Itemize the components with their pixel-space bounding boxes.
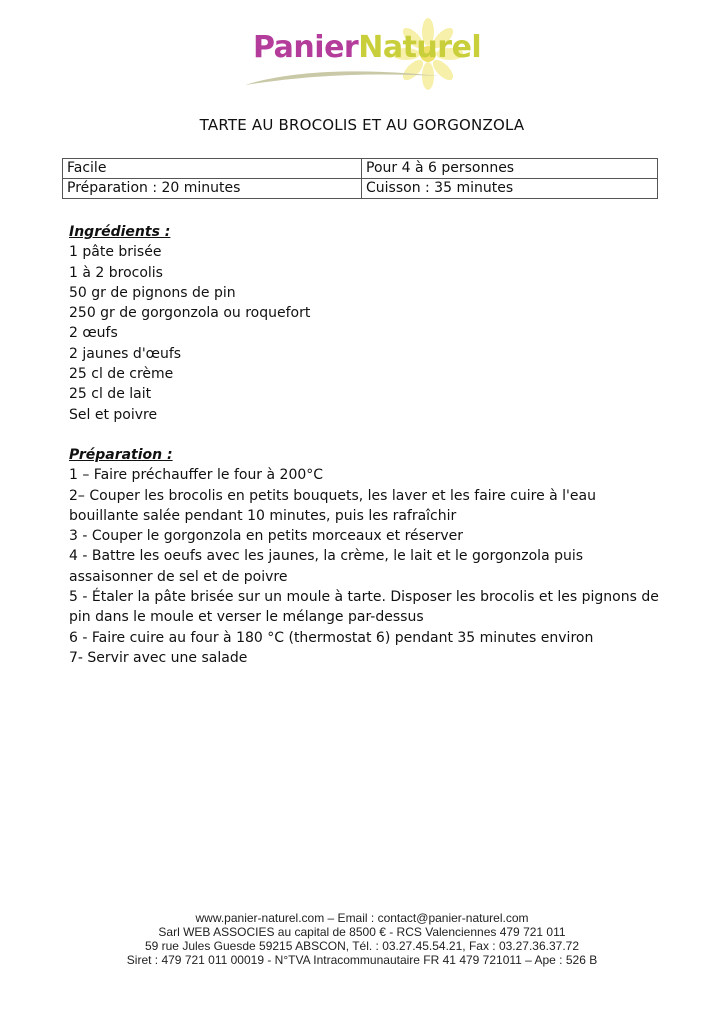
brand-logo bbox=[243, 18, 483, 90]
table-row bbox=[63, 159, 658, 179]
footer-address-line: 59 rue Jules Guesde 59215 ABSCON, Tél. : 03.27.45.54.21, Fax : 03.27.36.37.72 bbox=[144, 939, 580, 953]
ingredient-item: 2 œufs bbox=[69, 325, 118, 342]
ingredient-item: Sel et poivre bbox=[69, 406, 158, 423]
logo-wordmark bbox=[253, 30, 481, 65]
preparation-step: 3 - Couper le gorgonzola en petits morceaux et réserver bbox=[69, 528, 463, 545]
ingredient-item: 25 cl de lait bbox=[69, 386, 152, 403]
preparation-time-cell: Préparation : 20 minutes bbox=[63, 179, 362, 199]
servings-cell: Pour 4 à 6 personnes bbox=[362, 159, 658, 179]
ingredient-item: 2 jaunes d'œufs bbox=[69, 345, 182, 362]
recipe-body bbox=[69, 222, 659, 668]
preparation-heading: Préparation : bbox=[69, 446, 173, 463]
preparation-step: 2– Couper les brocolis en petits bouquets, les laver et les faire cuire à l'eau bouillante salée pendant 10 minutes, puis les rafraîchir bbox=[69, 487, 596, 524]
logo-word-panier: Panier bbox=[253, 30, 359, 65]
logo-word-naturel: Naturel bbox=[358, 30, 482, 65]
ingredient-item: 50 gr de pignons de pin bbox=[69, 284, 236, 301]
preparation-step: 7- Servir avec une salade bbox=[69, 649, 248, 666]
table-row bbox=[63, 179, 658, 199]
preparation-step: 1 – Faire préchauffer le four à 200°C bbox=[69, 467, 324, 484]
preparation-step: 6 - Faire cuire au four à 180 °C (thermostat 6) pendant 35 minutes environ bbox=[69, 629, 594, 646]
cooking-time-cell: Cuisson : 35 minutes bbox=[362, 179, 658, 199]
recipe-title: TARTE AU BROCOLIS ET AU GORGONZOLA bbox=[199, 116, 525, 134]
ingredient-item: 1 pâte brisée bbox=[69, 244, 162, 261]
ingredient-item: 250 gr de gorgonzola ou roquefort bbox=[69, 305, 311, 322]
ingredients-heading: Ingrédients : bbox=[69, 224, 171, 240]
preparation-step: 4 - Battre les oeufs avec les jaunes, la crème, le lait et le gorgonzola puis assaisonner de sel et de poivre bbox=[69, 548, 584, 585]
recipe-info-table bbox=[62, 158, 658, 199]
footer-contact-line: www.panier-naturel.com – Email : contact@panier-naturel.com bbox=[195, 911, 529, 925]
difficulty-cell: Facile bbox=[63, 159, 362, 179]
page-footer bbox=[0, 911, 724, 967]
footer-registration-line: Siret : 479 721 011 00019 - N°TVA Intracommunautaire FR 41 479 721011 – Ape : 526 B bbox=[126, 953, 598, 967]
logo-swoosh bbox=[243, 68, 443, 88]
ingredient-item: 25 cl de crème bbox=[69, 366, 174, 383]
footer-company-line: Sarl WEB ASSOCIES au capital de 8500 € - RCS Valenciennes 479 721 011 bbox=[158, 925, 566, 939]
preparation-step: 5 - Étaler la pâte brisée sur un moule à tarte. Disposer les brocolis et les pignons de pin dans le moule et verser le mélange par-dessus bbox=[69, 589, 659, 626]
ingredient-item: 1 à 2 brocolis bbox=[69, 264, 163, 281]
